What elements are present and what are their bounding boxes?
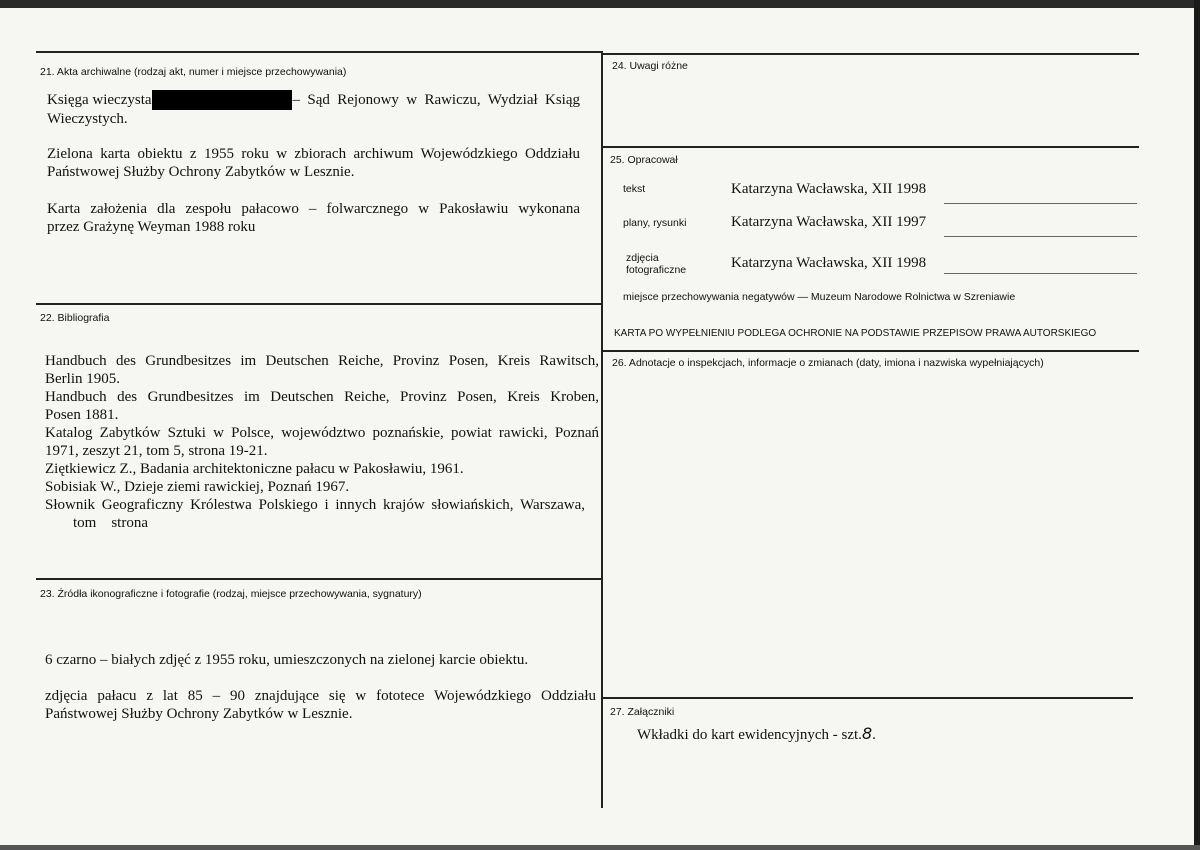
section-21-entry-1-b: – Sąd Rejonowy w Rawiczu, Wydział Ksiąg — [292, 92, 580, 108]
negatives-location: miejsce przechowywania negatywów — Muzeum Narodowe Rolnictwa w Szreniawie — [623, 291, 1016, 303]
attachments-dot: . — [872, 727, 876, 743]
section-27-label: 27. Załączniki — [610, 706, 675, 718]
section-21-entry-1-c: Wieczystych. — [47, 111, 128, 127]
section-22-label: 22. Bibliografia — [40, 312, 110, 324]
bibliography-list — [45, 352, 599, 532]
divider-top-left — [36, 51, 602, 53]
scan-border-bottom — [0, 845, 1200, 850]
copyright-notice: KARTA PO WYPEŁNIENIU PODLEGA OCHRONIE NA PODSTAWIE PRZEPISÓW PRAWA AUTORSKIEGO — [614, 328, 1097, 339]
bibliography-entry: Sobisiak W., Dzieje ziemi rawickiej, Poznań 1967. — [45, 479, 350, 495]
section-21-label: 21. Akta archiwalne (rodzaj akt, numer i miejsce przechowywania) — [40, 66, 347, 78]
divider-25-26 — [602, 350, 1139, 352]
redaction-bar — [152, 90, 292, 110]
section-23-label: 23. Źródła ikonograficzne i fotografie (rodzaj, miejsce przechowywania, sygnatury) — [40, 588, 422, 600]
section-21-entry-1 — [47, 90, 580, 128]
section-24-label: 24. Uwagi różne — [612, 60, 688, 72]
attachments-text — [637, 724, 876, 744]
section-23-entry-1: 6 czarno – białych zdjęć z 1955 roku, umieszczonych na zielonej karcie obiektu. — [45, 652, 529, 668]
section-21-entry-1-a: Księga wieczysta — [47, 92, 152, 108]
opracowal-tekst-value: Katarzyna Wacławska, XII 1998 — [731, 181, 927, 197]
divider-24-25 — [602, 146, 1139, 148]
bibliography-entry: Handbuch des Grundbesitzes im Deutschen Reiche, Provinz Posen, Kreis Rawitsch, Berlin 1905. — [45, 353, 599, 387]
section-23-entry-2: zdjęcia pałacu z lat 85 – 90 znajdujące się w fototece Wojewódzkiego Oddziału Państwowej Służby Ochrony Zabytków w Lesznie. — [45, 688, 596, 722]
signature-line-zdjecia — [944, 273, 1137, 274]
scan-border-top — [0, 0, 1200, 8]
bibliography-entry: Słownik Geograficzny Królestwa Polskiego i innych krajów słowiańskich, Warszawa, tom strona — [45, 497, 585, 531]
signature-line-plany — [944, 236, 1137, 237]
signature-line-tekst — [944, 203, 1137, 204]
section-25-label: 25. Opracował — [610, 154, 678, 166]
bibliography-entry: Handbuch des Grundbesitzes im Deutschen Reiche, Provinz Posen, Kreis Kroben, Posen 1881. — [45, 389, 599, 423]
opracowal-plany-value: Katarzyna Wacławska, XII 1997 — [731, 214, 927, 230]
divider-22-23 — [36, 578, 602, 580]
section-21-entry-2 — [47, 145, 580, 181]
opracowal-zdjecia-label: zdjęcia fotograficzne — [626, 252, 687, 276]
divider-center — [601, 51, 603, 808]
attachments-count: 8 — [861, 724, 873, 743]
bibliography-entry: Katalog Zabytków Sztuki w Polsce, województwo poznańskie, powiat rawicki, Poznań 1971, zeszyt 21, tom 5, strona 19-21. — [45, 425, 599, 459]
section-21-entry-2-l2: Państwowej Służby Ochrony Zabytków w Lesznie. — [47, 164, 355, 180]
section-26-label: 26. Adnotacje o inspekcjach, informacje o zmianach (daty, imiona i nazwiska wypełniających) — [612, 357, 1044, 369]
section-21-entry-3-l2: przez Grażynę Weyman 1988 roku — [47, 219, 256, 235]
opracowal-tekst-label: tekst — [623, 183, 646, 195]
opracowal-zdjecia-value: Katarzyna Wacławska, XII 1998 — [731, 255, 927, 271]
attachments-label: Wkładki do kart ewidencyjnych - szt. — [637, 727, 862, 743]
section-21-entry-3 — [47, 200, 580, 236]
scan-border-right — [1194, 0, 1200, 850]
opracowal-plany-label: plany, rysunki — [623, 217, 687, 229]
section-21-entry-2-l1: Zielona karta obiektu z 1955 roku w zbiorach archiwum Wojewódzkiego Oddziału — [47, 146, 580, 162]
bibliography-entry: Ziętkiewicz Z., Badania architektoniczne pałacu w Pakosławiu, 1961. — [45, 461, 464, 477]
divider-26-27 — [602, 697, 1133, 699]
divider-top-right — [602, 53, 1139, 55]
section-21-entry-3-l1: Karta założenia dla zespołu pałacowo – folwarcznego w Pakosławiu wykonana — [47, 201, 580, 217]
divider-21-22 — [36, 303, 602, 305]
